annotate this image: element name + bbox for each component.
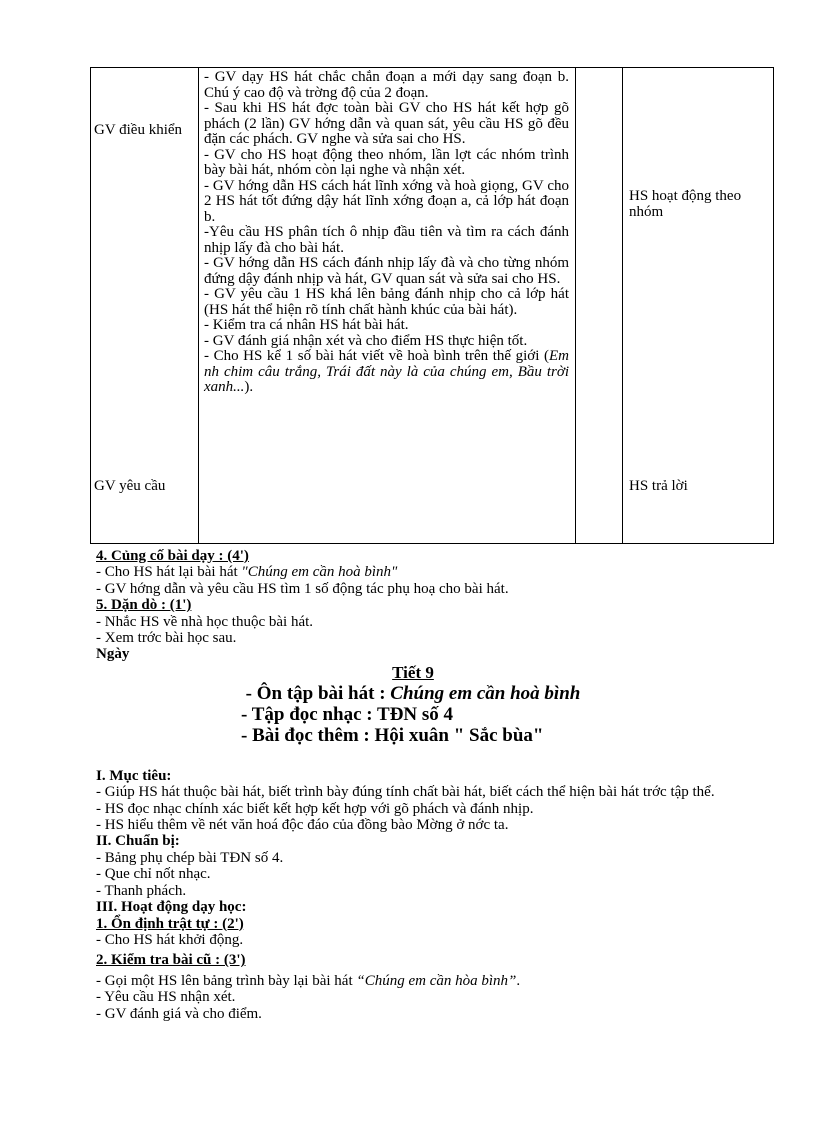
section-heading: 4. Củng cố bài dạy : (4')	[96, 548, 249, 564]
consolidation-section	[96, 548, 730, 663]
lesson-title-block	[96, 663, 730, 746]
date-label: Ngày	[96, 646, 130, 663]
lesson-title-2: - Tập đọc nhạc : TĐN số 4	[241, 703, 454, 725]
text-line: - Giúp HS hát thuộc bài hát, biết trình bày đúng tính chất bài hát, biết cách thể hiện bài hát trớc tập thể.	[96, 784, 715, 801]
text-line: - HS hiểu thêm về nét văn hoá độc đáo của đồng bào Mờng ở nớc ta.	[96, 817, 509, 834]
lesson-title-3: - Bài đọc thêm : Hội xuân " Sắc bùa"	[241, 724, 544, 746]
subsection-heading: 2. Kiểm tra bài cũ : (3')	[96, 952, 246, 969]
text-line: - Yêu cầu HS nhận xét.	[96, 989, 236, 1006]
activity-paragraph: -Yêu cầu HS phân tích ô nhịp đầu tiên và tìm ra cách đánh nhịp lấy đà cho bài hát.	[204, 224, 569, 256]
text-line: - Que chỉ nốt nhạc.	[96, 866, 211, 883]
lesson-number: Tiết 9	[392, 662, 434, 682]
activity-paragraph-last: - Cho HS kể 1 số bài hát viết về hoà bình trên thế giới (Em nh chim câu trắng, Trái đất này là của chúng em, Bầu trời xanh...).	[204, 348, 569, 395]
teacher-role-2: GV yêu cầu	[94, 478, 166, 494]
student-activity-1: HS hoạt động theo nhóm	[629, 188, 742, 220]
section-heading: 5. Dặn dò : (1')	[96, 597, 192, 614]
teacher-column	[91, 68, 199, 544]
activity-paragraph: - GV đánh giá nhận xét và cho điểm HS thực hiện tốt.	[204, 332, 528, 349]
activity-column	[199, 68, 576, 544]
lesson-title-1: - Ôn tập bài hát : Chúng em cần hoà bình	[245, 682, 581, 704]
section-heading: I. Mục tiêu:	[96, 767, 172, 784]
activity-table	[90, 67, 774, 544]
objectives-section	[96, 768, 730, 1022]
text-line: - Cho HS hát khởi động.	[96, 931, 244, 948]
subsection-heading: 1. Ổn định trật tự : (2')	[96, 915, 244, 932]
section-heading: III. Hoạt động dạy học:	[96, 899, 247, 916]
document-page	[94, 67, 742, 1022]
empty-column	[576, 68, 623, 544]
text-line: - Gọi một HS lên bảng trình bày lại bài hát “Chúng em cần hòa bình”.	[96, 972, 521, 989]
text-line: - Nhắc HS về nhà học thuộc bài hát.	[96, 613, 314, 630]
text-line: - Thanh phách.	[96, 882, 187, 899]
text-line: - GV hớng dẫn và yêu cầu HS tìm 1 số động tác phụ hoạ cho bài hát.	[96, 580, 509, 597]
activity-paragraph: - GV hớng dẫn HS cách đánh nhịp lấy đà và cho từng nhóm đứng dậy đánh nhịp và hát, GV quan sát và sửa sai cho HS.	[204, 255, 569, 287]
text-line: - Bảng phụ chép bài TĐN số 4.	[96, 849, 284, 866]
student-column	[623, 68, 774, 544]
text-line: - Xem trớc bài học sau.	[96, 630, 237, 647]
activity-paragraph: - GV yêu cầu 1 HS khá lên bảng đánh nhịp cho cả lớp hát (HS hát thể hiện rõ tính chất hành khúc của bài hát).	[204, 286, 569, 318]
student-activity-2: HS trả lời	[629, 478, 688, 494]
text-line: - GV đánh giá và cho điểm.	[96, 1005, 262, 1022]
activity-paragraph: - GV hớng dẫn HS cách hát lĩnh xớng và hoà giọng, GV cho 2 HS hát tốt đứng dậy hát lĩnh xớng đoạn a, cả lớp hát đoạn b.	[204, 177, 569, 225]
activity-paragraph: - GV cho HS hoạt động theo nhóm, lần lợt các nhóm trình bày bài hát, nhóm còn lại nghe và nhận xét.	[204, 146, 569, 178]
activity-paragraph: - Kiểm tra cá nhân HS hát bài hát.	[204, 317, 409, 333]
section-heading: II. Chuẩn bị:	[96, 833, 180, 850]
activity-paragraph: - GV dạy HS hát chắc chắn đoạn a mới dạy sang đoạn b. Chú ý cao độ và trờng độ của 2 đoạn.	[204, 69, 569, 101]
teacher-role-1: GV điều khiển	[94, 122, 183, 138]
text-line: - HS đọc nhạc chính xác biết kết hợp kết hợp với gõ phách và đánh nhịp.	[96, 800, 534, 817]
text-line: - Cho HS hát lại bài hát "Chúng em cần hoà bình"	[96, 564, 398, 581]
activity-paragraph: - Sau khi HS hát đợc toàn bài GV cho HS hát kết hợp gõ phách (2 lần) GV hớng dẫn và quan sát, yêu cầu HS gõ đều đặn các phách. GV nghe và sửa sai cho HS.	[204, 100, 569, 147]
